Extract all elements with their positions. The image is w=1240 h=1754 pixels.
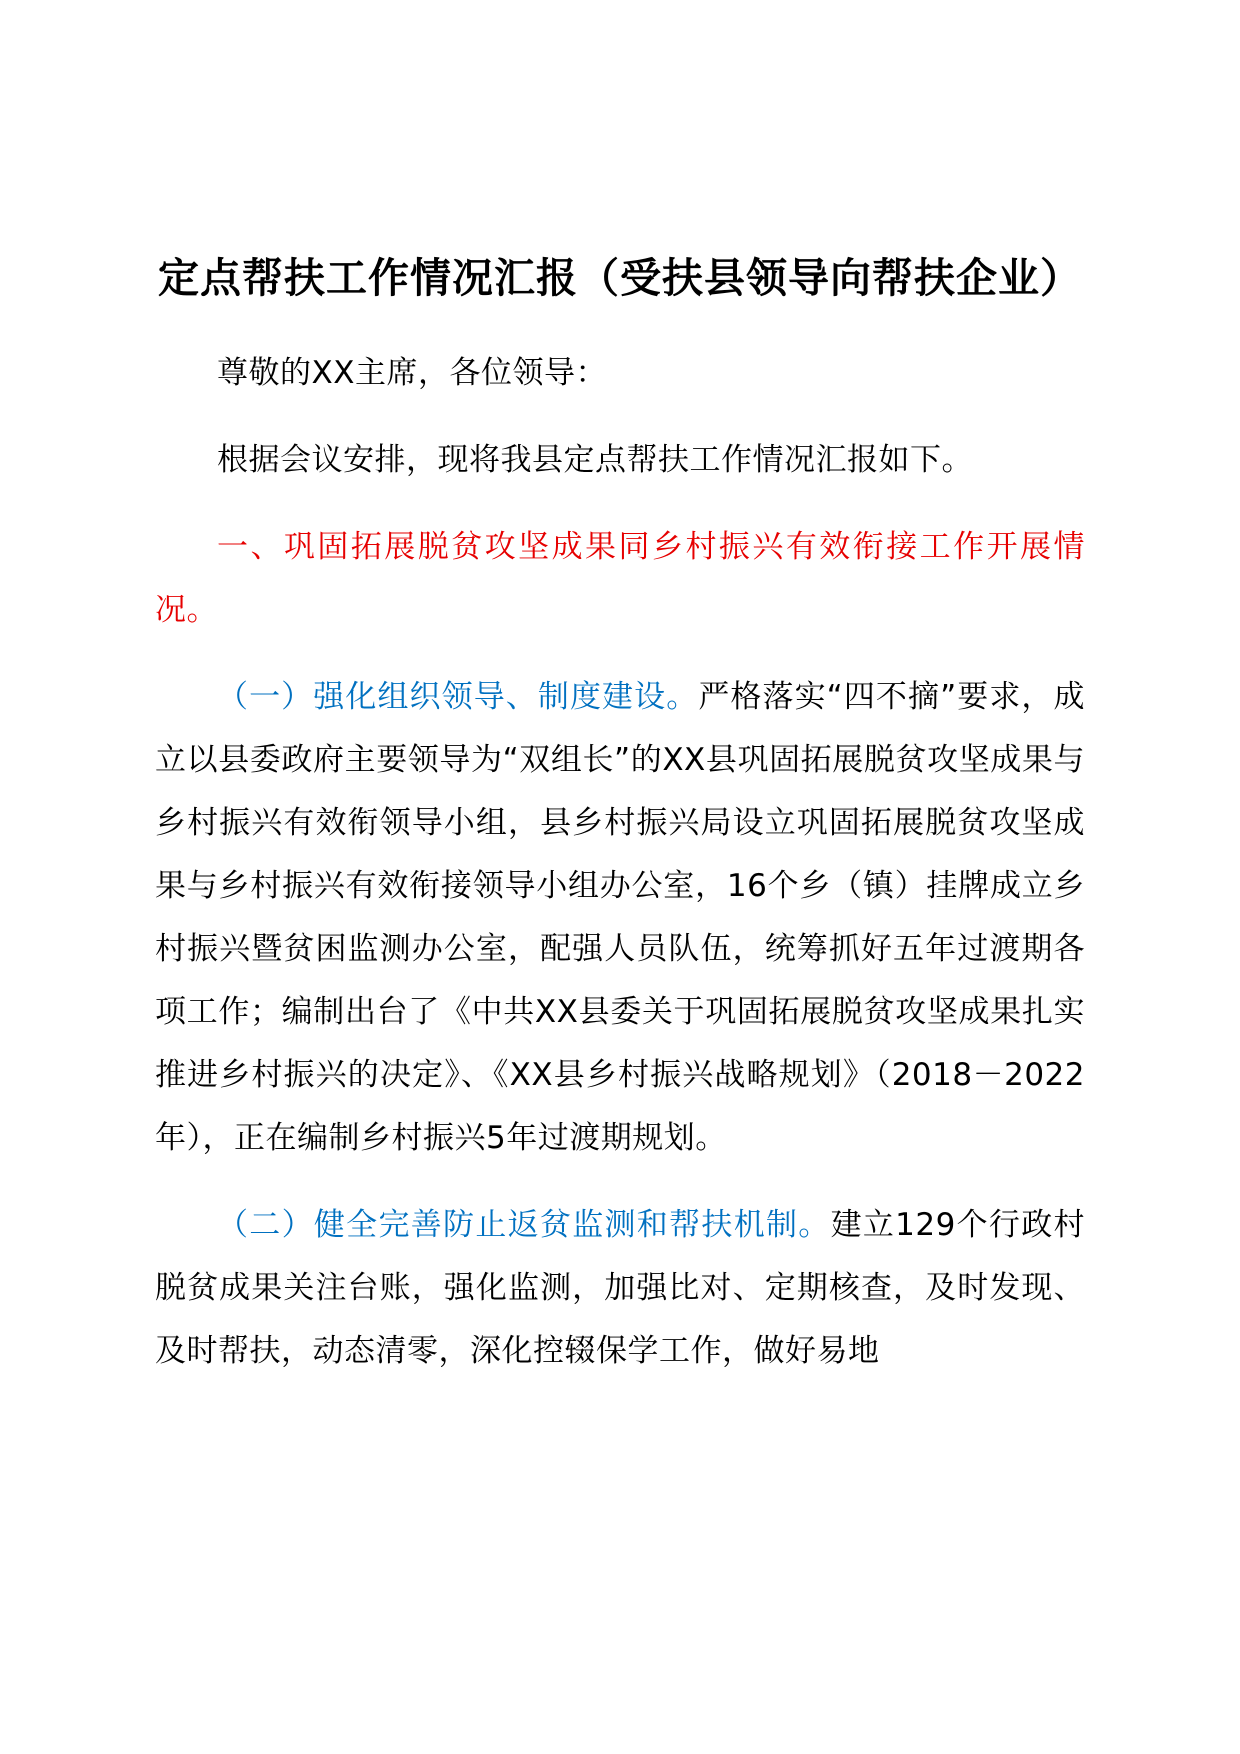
subsection-two-paragraph bbox=[155, 1194, 1085, 1383]
subsection-one-heading: （一）强化组织领导、制度建设。 bbox=[217, 679, 699, 715]
subsection-two-heading: （二）健全完善防止返贫监测和帮扶机制。 bbox=[217, 1207, 831, 1243]
salutation: 尊敬的XX主席，各位领导： bbox=[217, 355, 607, 391]
document-page bbox=[155, 240, 1085, 1383]
subsection-one-paragraph bbox=[155, 666, 1085, 1170]
section-one-heading: 一、巩固拓展脱贫攻坚成果同乡村振兴有效衔接工作开展情况。 bbox=[155, 529, 1085, 628]
document-title: 定点帮扶工作情况汇报（受扶县领导向帮扶企业） bbox=[158, 254, 1082, 302]
subsection-one-body: 严格落实“四不摘”要求，成立以县委政府主要领导为“双组长”的XX县巩固拓展脱贫攻坚成果与乡村振兴有效衔领导小组，县乡村振兴局设立巩固拓展脱贫攻坚成果与乡村振兴有效衔接领导小组办公室，16个乡（镇）挂牌成立乡村振兴暨贫困监测办公室，配强人员队伍，统筹抓好五年过渡期各项工作；编制出台了《中共XX县委关于巩固拓展脱贫攻坚成果扎实推进乡村振兴的决定》、《XX县乡村振兴战略规划》（2018－2022年），正在编制乡村振兴5年过渡期规划。 bbox=[155, 679, 1086, 1156]
intro-paragraph: 根据会议安排，现将我县定点帮扶工作情况汇报如下。 bbox=[217, 442, 973, 478]
subsection-two-body: 建立129个行政村脱贫成果关注台账，强化监测，加强比对、定期核查，及时发现、及时帮扶，动态清零，深化控辍保学工作，做好易地 bbox=[155, 1207, 1086, 1369]
